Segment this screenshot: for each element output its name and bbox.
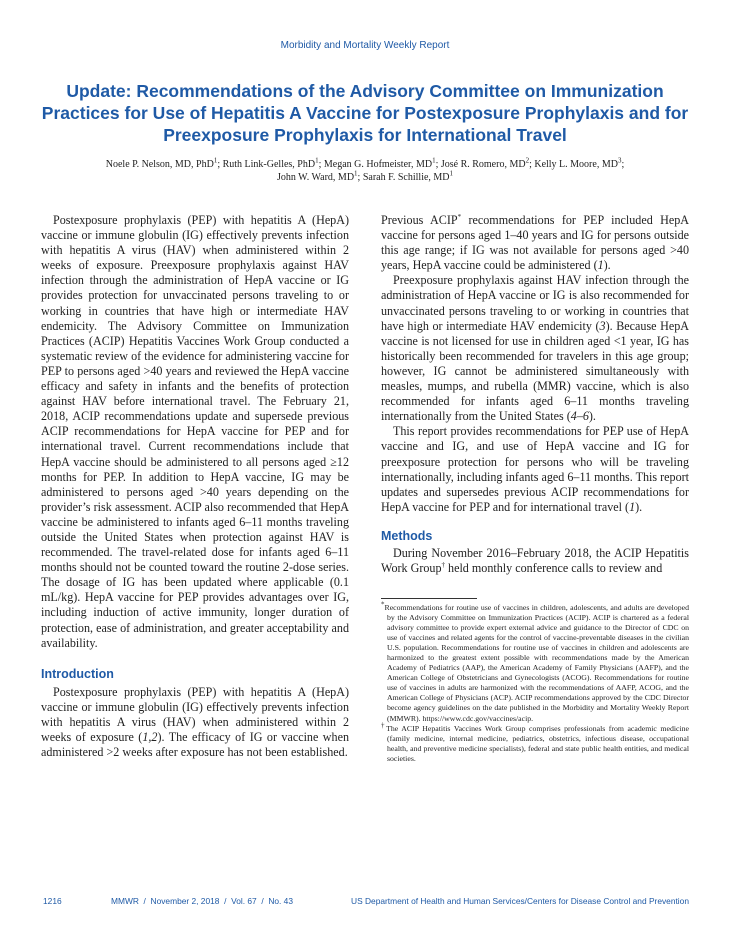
affiliation-mark: 1 bbox=[354, 169, 358, 178]
methods-heading: Methods bbox=[381, 528, 433, 543]
continued-paragraph bbox=[381, 213, 689, 273]
footnote-work-group bbox=[381, 720, 689, 764]
paragraph-text: ). The efficacy of IG or vaccine when administered >2 weeks after exposure has not been established. bbox=[41, 730, 349, 760]
affiliation-mark: 3 bbox=[617, 156, 622, 165]
paragraph-text: recommendations for PEP included HepA vaccine for persons aged 1–40 years and IG for persons outside this age range; if IG was not available for persons aged >40 years, HepA vaccine could be administered ( bbox=[381, 213, 690, 273]
author-text: John W. Ward, MD bbox=[276, 171, 355, 183]
introduction-paragraph bbox=[41, 685, 349, 760]
affiliation-mark: 2 bbox=[525, 156, 530, 165]
reference-link[interactable]: 1 bbox=[629, 499, 636, 514]
author-text: ; Megan G. Hofmeister, MD bbox=[318, 159, 433, 170]
author-text: ; Ruth Link-Gelles, PhD bbox=[217, 159, 316, 170]
reference-link[interactable]: 3 bbox=[599, 318, 606, 333]
footnote-mark[interactable]: † bbox=[441, 560, 445, 569]
paragraph-text: ). bbox=[588, 409, 596, 424]
affiliation-mark: 1 bbox=[449, 169, 454, 178]
author-text: ; José R. Romero, MD bbox=[435, 159, 526, 170]
paragraph-text: ). Because HepA vaccine is not licensed for use in children aged <1 year, IG has historically been recommended for travelers in this age group; however, IG cannot be administered simultaneously with measles, mumps, and rubella (MMR) vaccine, which is also recommended for infants aged 6–11 months traveling internationally from the United States ( bbox=[381, 318, 689, 424]
footnote-symbol: † bbox=[381, 720, 387, 729]
footnote-symbol: * bbox=[381, 600, 385, 609]
paragraph-text: Preexposure prophylaxis against HAV infection through the administration of HepA vaccine or IG is also recommended for unvaccinated persons traveling to or working in countries that have high or intermediate HAV endemicity ( bbox=[381, 273, 689, 333]
reference-link[interactable]: 4–6 bbox=[570, 409, 589, 424]
page-footer bbox=[0, 896, 730, 910]
agency-name: US Department of Health and Human Services/Centers for Disease Control and Prevention bbox=[351, 896, 689, 906]
footnote-acip bbox=[381, 600, 689, 724]
introduction-heading: Introduction bbox=[41, 666, 114, 681]
paragraph-text: During November 2016–February 2018, the ACIP Hepatitis Work Group bbox=[381, 545, 689, 575]
right-column bbox=[381, 213, 689, 576]
report-scope-paragraph bbox=[381, 424, 689, 515]
paragraph-text: Postexposure prophylaxis (PEP) with hepatitis A (HepA) vaccine or immune globulin (IG) effectively prevents infection with hepatitis A virus (HAV) when administered within 2 weeks of exposure ( bbox=[41, 684, 349, 744]
paragraph-text: ). bbox=[603, 258, 611, 273]
footnote-text: The ACIP Hepatitis Vaccines Work Group comprises professionals from academic medicine (family medicine, internal medicine, pediatrics, obstetrics, infectious disease, occupational health, and preventive medicine specialists), federal and state public health entities, and medical societies. bbox=[386, 723, 689, 763]
footnotes bbox=[381, 600, 689, 764]
affiliation-mark: 1 bbox=[432, 156, 436, 165]
reference-link[interactable]: 1 bbox=[597, 258, 604, 273]
issue-citation: MMWR / November 2, 2018 / Vol. 67 / No. 43 bbox=[111, 896, 293, 906]
methods-paragraph bbox=[381, 546, 689, 576]
author-text: ; bbox=[621, 159, 625, 170]
paragraph-text: held monthly conference calls to review and bbox=[445, 560, 663, 575]
left-column bbox=[41, 213, 349, 760]
footnote-divider bbox=[381, 598, 477, 599]
footnote-text: Recommendations for routine use of vaccines in children, adolescents, and adults are developed by the Advisory Committee on Immunization Practices (ACIP). ACIP is chartered as a federal advisory committee to provide expert external advice and guidance to the Director of CDC on use of vaccines and related agents for the control of vaccine-preventable diseases in the civilian U.S. population. Recommendations for routine use of vaccines in children and adolescents are harmonized to the greatest extent possible with recommendations made by the American Academy of Pediatrics (AAP), the American Academy of Family Physicians (AAFP), and the American College of Obstetricians and Gynecologists (ACOG). Recommendations for routine use of vaccines in adults are harmonized with the recommendations of AAFP, ACOG, and the American College of Physicians (ACP). ACIP recommendations approved by the CDC Director become agency guidelines on the date published in the Morbidity and Mortality Weekly Report (MMWR). https://www.cdc.gov/vaccines/acip. bbox=[384, 603, 689, 723]
author-text: Noele P. Nelson, MD, PhD bbox=[105, 159, 214, 170]
paragraph-text: Previous ACIP bbox=[381, 213, 458, 227]
author-text: ; Sarah F. Schillie, MD bbox=[357, 171, 450, 183]
abstract-paragraph: Postexposure prophylaxis (PEP) with hepatitis A (HepA) vaccine or immune globulin (IG) effectively prevents infection with hepatitis A virus (HAV) when administered within 2 weeks of exposure. Preexposure prophylaxis against HAV infection through the administration of HepA vaccine or IG provides protection for unvaccinated persons traveling to or working in countries that have high or intermediate HAV endemicity. The Advisory Committee on Immunization Practices (ACIP) Hepatitis Vaccines Work Group conducted a systematic review of the evidence for administering vaccine for PEP to persons aged >40 years and reviewed the HepA vaccine efficacy and safety in infants and the benefits of protection against HAV before international travel. The February 21, 2018, ACIP recommendations update and supersede previous ACIP recommendations for HepA vaccine for PEP and for international travel. Current recommendations include that HepA vaccine should be administered to all persons aged ≥12 months for PEP. In addition to HepA vaccine, IG may be administered to persons aged >40 years depending on the provider’s risk assessment. ACIP also recommended that HepA vaccine be administered to infants aged 6–11 months traveling outside the United States when protection against HAV is recommended. The travel-related dose for infants aged 6–11 months should not be counted toward the routine 2-dose series. The dosage of IG has been updated where applicable (0.1 mL/kg). HepA vaccine for PEP provides advantages over IG, including induction of active immunity, longer duration of protection, ease of administration, and greater acceptability and availability. bbox=[41, 213, 349, 650]
footnote-mark[interactable]: * bbox=[457, 212, 462, 221]
reference-link[interactable]: 1,2 bbox=[142, 730, 158, 744]
author-text: ; Kelly L. Moore, MD bbox=[529, 159, 618, 170]
affiliation-mark: 1 bbox=[213, 156, 218, 165]
report-title: Update: Recommendations of the Advisory Committee on Immunization Practices for Use of Hepatitis A Vaccine for Postexposure Prophylaxis and for Preexposure Prophylaxis for International Travel bbox=[41, 81, 689, 145]
running-head: Morbidity and Mortality Weekly Report bbox=[280, 40, 450, 51]
page-number: 1216 bbox=[43, 896, 62, 906]
paragraph-text: ). bbox=[635, 499, 643, 514]
paragraph-text: This report provides recommendations for PEP use of HepA vaccine and IG, and use of HepA vaccine and IG for preexposure protection for persons who will be traveling internationally, including infants aged 6–11 months. This report updates and supersedes previous ACIP recommendations for HepA vaccine for PEP and for international travel ( bbox=[381, 424, 689, 514]
author-list bbox=[60, 156, 670, 184]
affiliation-mark: 1 bbox=[315, 156, 319, 165]
preexposure-paragraph bbox=[381, 273, 689, 424]
